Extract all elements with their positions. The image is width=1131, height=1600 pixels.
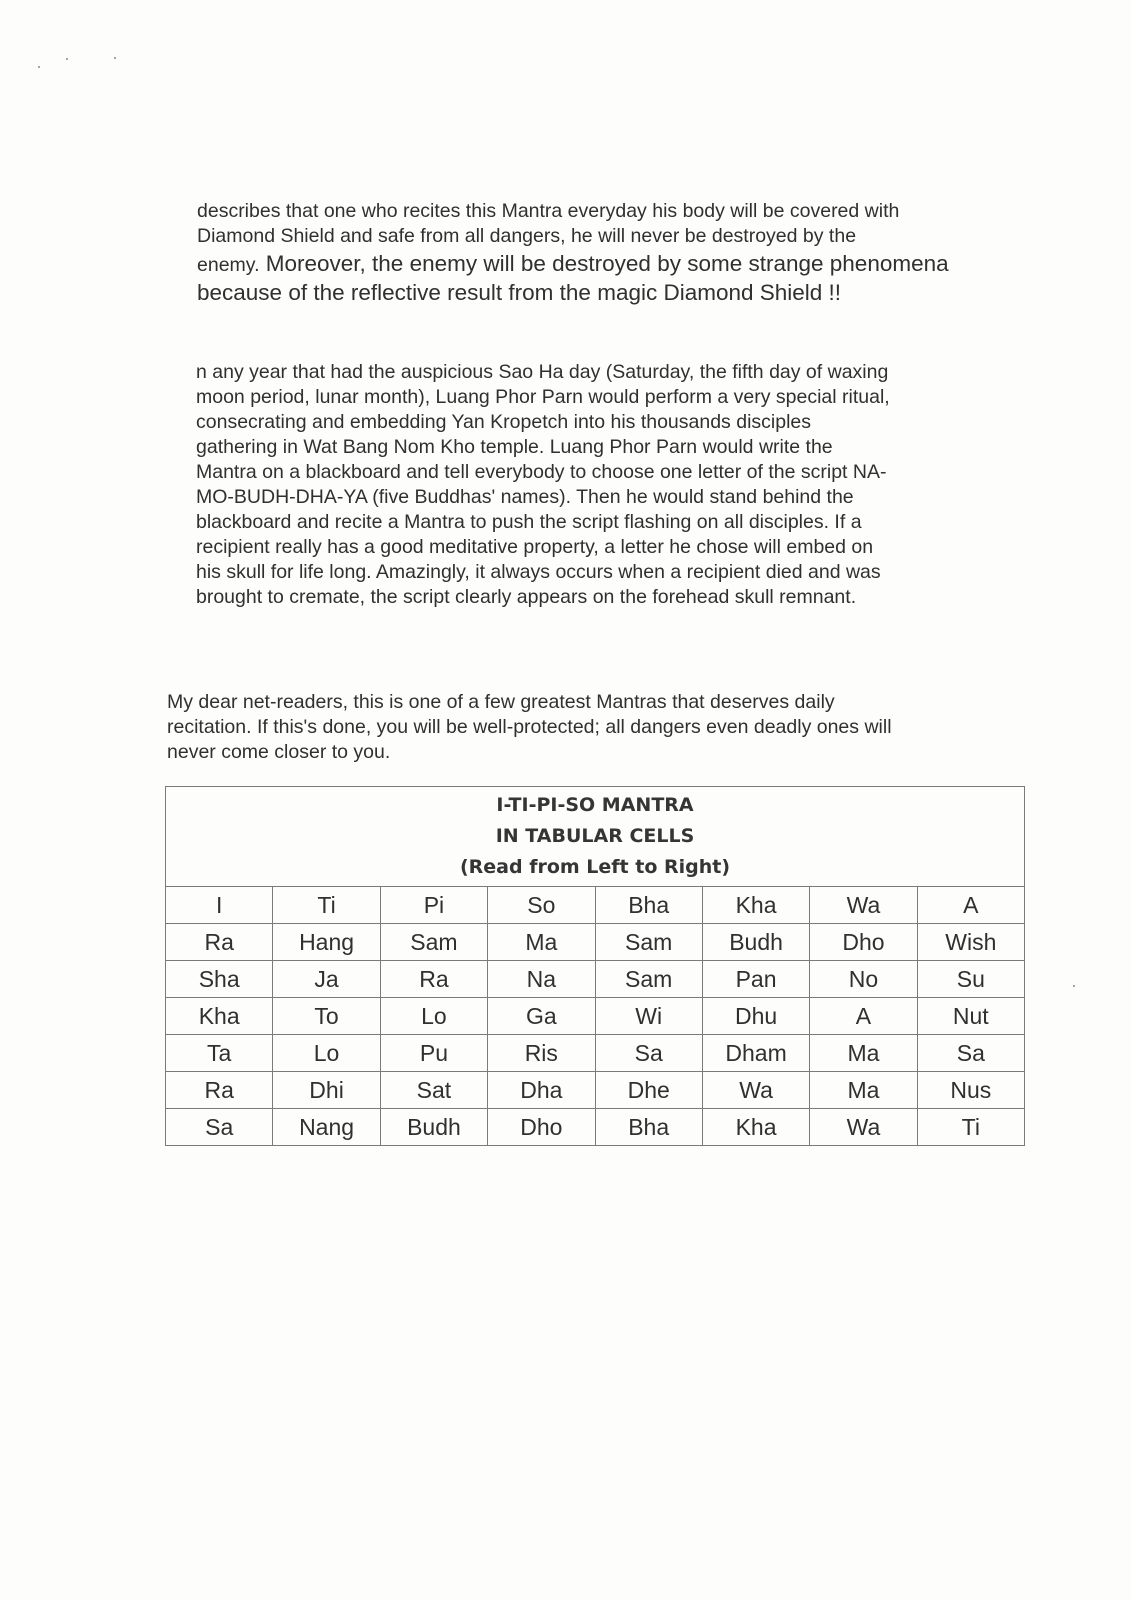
- table-cell: Kha: [702, 1109, 809, 1146]
- table-cell: Wish: [917, 924, 1024, 961]
- table-cell: Na: [488, 961, 595, 998]
- table-row: [166, 887, 1025, 924]
- paragraph2-line: recipient really has a good meditative property, a letter he chose will embed on: [196, 536, 874, 558]
- table-cell: Bha: [595, 887, 702, 924]
- table-cell: A: [917, 887, 1024, 924]
- table-cell: Ra: [166, 924, 273, 961]
- table-cell: Kha: [702, 887, 809, 924]
- table-cell: Dhe: [595, 1072, 702, 1109]
- paragraph-diamond-shield: [197, 199, 1057, 307]
- table-cell: Ma: [488, 924, 595, 961]
- table-cell: Wa: [810, 887, 917, 924]
- table-cell: Sa: [166, 1109, 273, 1146]
- table-cell: Kha: [166, 998, 273, 1035]
- table-cell: Sam: [380, 924, 487, 961]
- scan-speck: [66, 58, 68, 60]
- paragraph2-line: blackboard and recite a Mantra to push the script flashing on all disciples. If a: [196, 511, 862, 533]
- paragraph2-line: Mantra on a blackboard and tell everybody to choose one letter of the script NA-: [196, 461, 887, 483]
- paragraph2-line: gathering in Wat Bang Nom Kho temple. Luang Phor Parn would write the: [196, 436, 833, 458]
- scan-speck: [1073, 985, 1075, 987]
- table-cell: Su: [917, 961, 1024, 998]
- table-cell: Dhi: [273, 1072, 380, 1109]
- table-cell: No: [810, 961, 917, 998]
- table-cell: Bha: [595, 1109, 702, 1146]
- paragraph-sao-ha-ritual: [196, 360, 986, 610]
- table-cell: Hang: [273, 924, 380, 961]
- table-cell: So: [488, 887, 595, 924]
- table-cell: Pan: [702, 961, 809, 998]
- table-row: [166, 1035, 1025, 1072]
- table-cell: Nang: [273, 1109, 380, 1146]
- table-cell: Pu: [380, 1035, 487, 1072]
- table-cell: Dho: [810, 924, 917, 961]
- table-row: [166, 1109, 1025, 1146]
- table-cell: Ga: [488, 998, 595, 1035]
- table-title-line: (Read from Left to Right): [459, 856, 731, 878]
- paragraph1-line3-end: Moreover, the enemy will be destroyed by some strange phenomena: [259, 251, 949, 276]
- table-row: [166, 1072, 1025, 1109]
- table-cell: Nut: [917, 998, 1024, 1035]
- scan-speck: [38, 66, 40, 68]
- table-cell: Wa: [702, 1072, 809, 1109]
- table-cell: Sa: [595, 1035, 702, 1072]
- paragraph2-line: brought to cremate, the script clearly appears on the forehead skull remnant.: [196, 586, 857, 608]
- table-cell: Sha: [166, 961, 273, 998]
- mantra-grid: [165, 886, 1025, 1146]
- table-row: [166, 961, 1025, 998]
- table-cell: Pi: [380, 887, 487, 924]
- table-cell: Sam: [595, 961, 702, 998]
- table-cell: Ta: [166, 1035, 273, 1072]
- paragraph2-line: MO-BUDH-DHA-YA (five Buddhas' names). Then he would stand behind the: [196, 486, 854, 508]
- mantra-table-title: [165, 786, 1025, 886]
- table-cell: Ja: [273, 961, 380, 998]
- paragraph2-line: moon period, lunar month), Luang Phor Parn would perform a very special ritual,: [196, 386, 890, 408]
- table-cell: Wi: [595, 998, 702, 1035]
- paragraph3-line: never come closer to you.: [167, 741, 391, 763]
- table-cell: Dha: [488, 1072, 595, 1109]
- table-cell: Ra: [380, 961, 487, 998]
- table-cell: Ris: [488, 1035, 595, 1072]
- table-cell: Dhu: [702, 998, 809, 1035]
- paragraph3-line: recitation. If this's done, you will be well-protected; all dangers even deadly ones will: [167, 716, 892, 738]
- table-title-line: I-TI-PI-SO MANTRA: [496, 794, 694, 816]
- table-cell: Budh: [380, 1109, 487, 1146]
- table-title-line: IN TABULAR CELLS: [495, 825, 695, 847]
- mantra-table: [165, 786, 1025, 1146]
- table-cell: To: [273, 998, 380, 1035]
- table-cell: Dham: [702, 1035, 809, 1072]
- table-cell: Sam: [595, 924, 702, 961]
- paragraph1-line3-start: enemy.: [197, 254, 260, 276]
- table-cell: Ti: [917, 1109, 1024, 1146]
- table-cell: Wa: [810, 1109, 917, 1146]
- paragraph2-line: his skull for life long. Amazingly, it always occurs when a recipient died and was: [196, 561, 881, 583]
- paragraph-net-readers: [167, 690, 997, 765]
- table-cell: Sa: [917, 1035, 1024, 1072]
- table-row: [166, 998, 1025, 1035]
- paragraph2-line: n any year that had the auspicious Sao Ha day (Saturday, the fifth day of waxing: [196, 361, 889, 383]
- table-cell: Lo: [273, 1035, 380, 1072]
- table-cell: Budh: [702, 924, 809, 961]
- paragraph3-line: My dear net-readers, this is one of a few greatest Mantras that deserves daily: [167, 691, 835, 713]
- table-cell: Dho: [488, 1109, 595, 1146]
- table-cell: Ma: [810, 1035, 917, 1072]
- scan-speck: [114, 57, 116, 59]
- paragraph1-line1: describes that one who recites this Mantra everyday his body will be covered with: [197, 200, 900, 222]
- table-cell: Sat: [380, 1072, 487, 1109]
- table-row: [166, 924, 1025, 961]
- table-cell: A: [810, 998, 917, 1035]
- table-cell: Ma: [810, 1072, 917, 1109]
- table-cell: Lo: [380, 998, 487, 1035]
- table-cell: Ti: [273, 887, 380, 924]
- table-cell: Nus: [917, 1072, 1024, 1109]
- paragraph2-line: consecrating and embedding Yan Kropetch into his thousands disciples: [196, 411, 812, 433]
- table-cell: I: [166, 887, 273, 924]
- paragraph1-line2: Diamond Shield and safe from all dangers, he will never be destroyed by the: [197, 225, 857, 247]
- table-cell: Ra: [166, 1072, 273, 1109]
- paragraph1-line4: because of the reflective result from the magic Diamond Shield !!: [197, 280, 842, 305]
